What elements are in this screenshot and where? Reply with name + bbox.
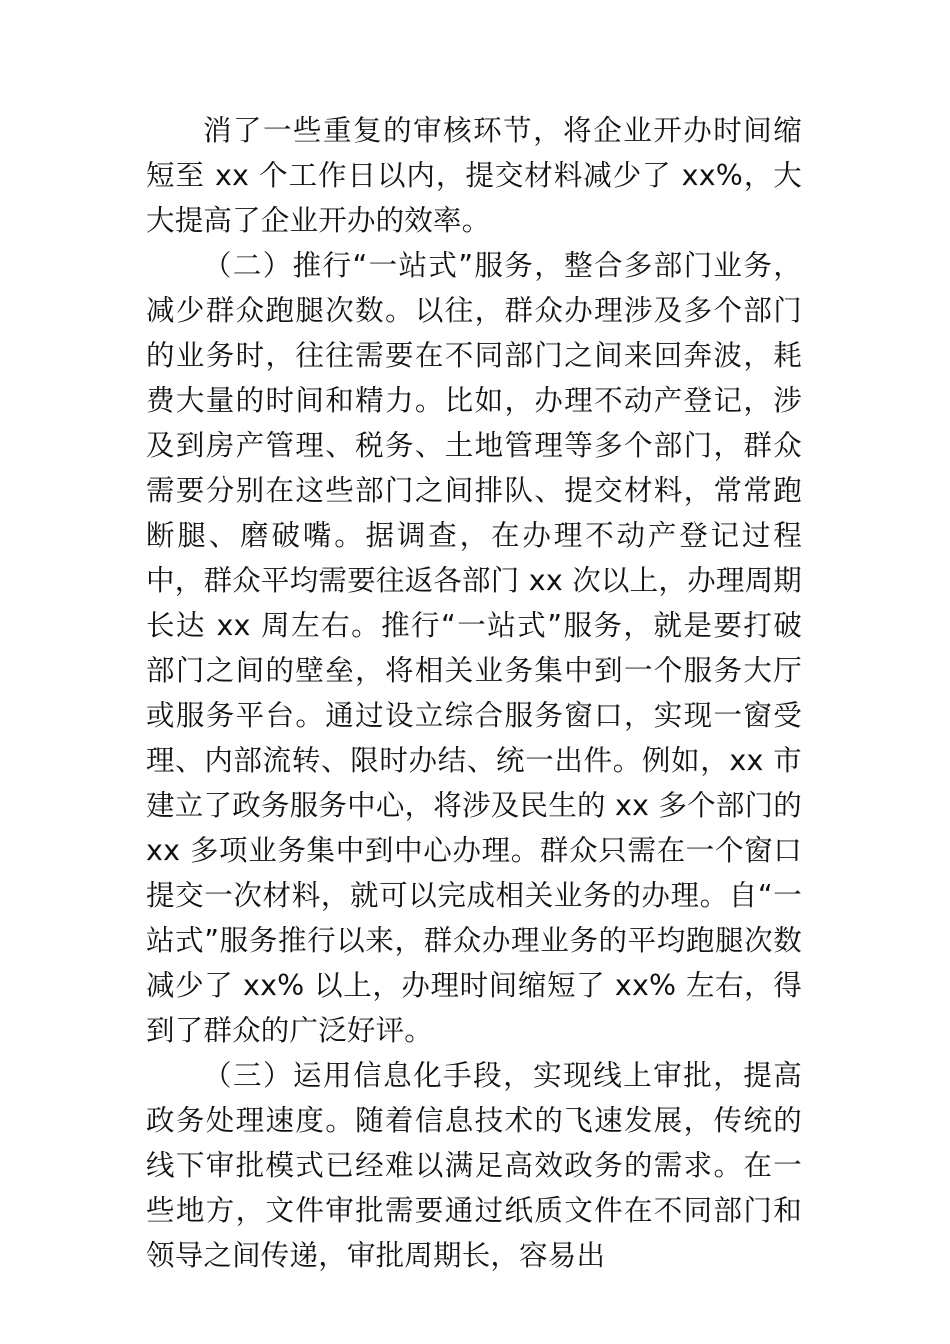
paragraph-section-three: （三）运用信息化手段，实现线上审批，提高政务处理速度。随着信息技术的飞速发展，传统的线下审批模式已经难以满足高效政务的需求。在一些地方，文件审批需要通过纸质文件在不同部门和领导之间传递，审批周期长，容易出: [146, 1059, 802, 1272]
document-text-body: [146, 108, 802, 1278]
paragraph-continuation-open: 消了一些重复的审核环节，将企业开办时间缩短至 xx 个工作日以内，提交材料减少了 xx%，大大提高了企业开办的效率。: [146, 114, 802, 237]
paragraph-section-two: （二）推行“一站式”服务，整合多部门业务，减少群众跑腿次数。以往，群众办理涉及多个部门的业务时，往往需要在不同部门之间来回奔波，耗费大量的时间和精力。比如，办理不动产登记，涉及到房产管理、税务、土地管理等多个部门，群众需要分别在这些部门之间排队、提交材料，常常跑断腿、磨破嘴。据调查，在办理不动产登记过程中，群众平均需要往返各部门 xx 次以上，办理周期长达 xx 周左右。推行“一站式”服务，就是要打破部门之间的壁垒，将相关业务集中到一个服务大厅或服务平台。通过设立综合服务窗口，实现一窗受理、内部流转、限时办结、统一出件。例如，xx 市建立了政务服务中心，将涉及民生的 xx 多个部门的 xx 多项业务集中到中心办理。群众只需在一个窗口提交一次材料，就可以完成相关业务的办理。自“一站式”服务推行以来，群众办理业务的平均跑腿次数减少了 xx% 以上，办理时间缩短了 xx% 左右，得到了群众的广泛好评。: [146, 249, 802, 1047]
